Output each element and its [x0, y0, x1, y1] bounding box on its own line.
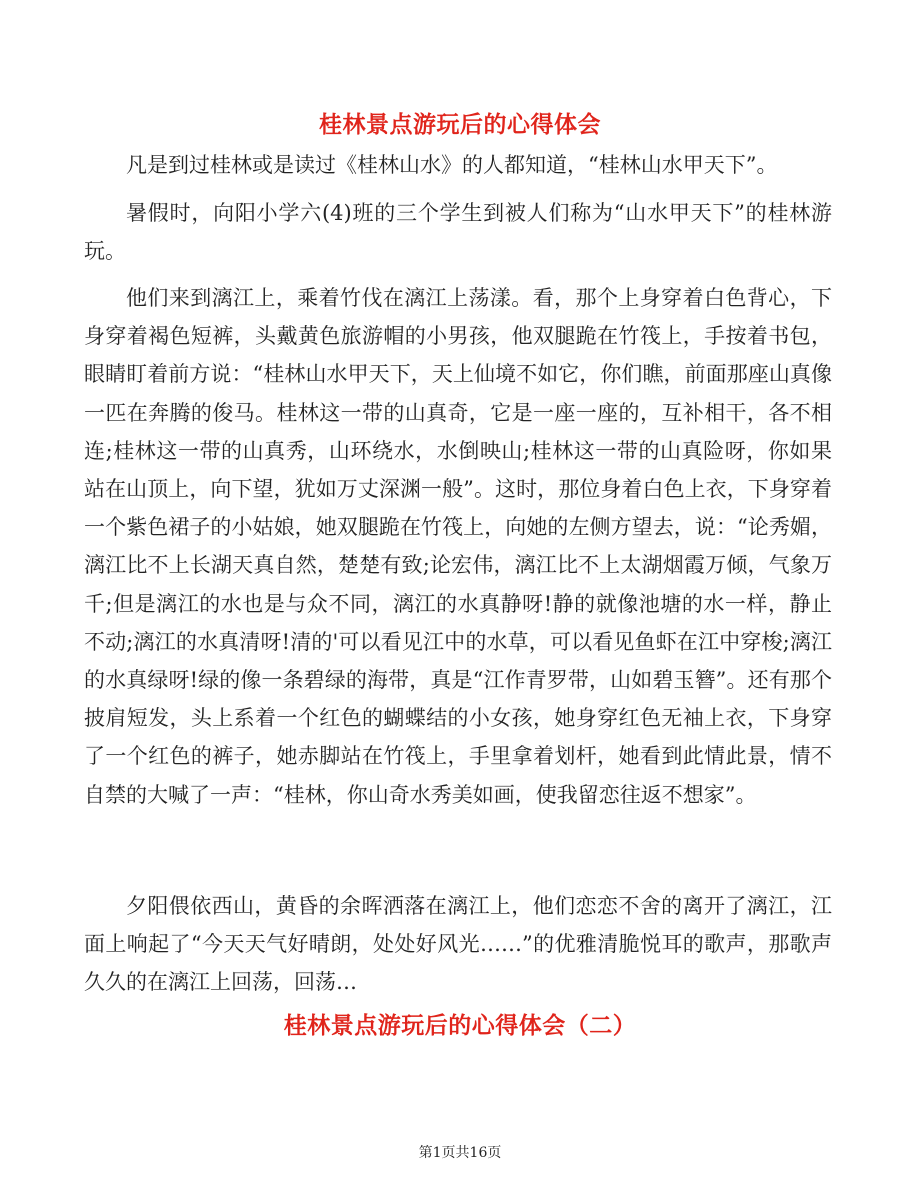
page-indicator: 第1页共16页 [418, 1145, 502, 1161]
paragraph-sunset: 夕阳偎依西山，黄昏的余晖洒落在漓江上，他们恋恋不舍的离开了漓江，江面上响起了“今天天气好晴朗，处处好风光……”的优雅清脆悦耳的歌声，那歌声久久的在漓江上回荡，回荡… [84, 894, 832, 995]
next-section-title: 桂林景点游玩后的心得体会（二） [283, 1012, 637, 1039]
paragraph-intro: 凡是到过桂林或是读过《桂林山水》的人都知道，“桂林山水甲天下”。 [126, 153, 778, 177]
paragraph-summer-trip: 暑假时，向阳小学六(4)班的三个学生到被人们称为“山水甲天下”的桂林游玩。 [84, 201, 832, 264]
paragraph-li-river: 他们来到漓江上，乘着竹伐在漓江上荡漾。看，那个上身穿着白色背心，下身穿着褐色短裤，头戴黄色旅游帽的小男孩，他双腿跪在竹筏上，手按着书包，眼睛盯着前方说：“桂林山水甲天下，天上仙境不如它，你们瞧，前面那座山真像一匹在奔腾的俊马。桂林这一带的山真奇，它是一座一座的，互补相干，各不相连;桂林这一带的山真秀，山环绕水，水倒映山;桂林这一带的山真险呀，你如果站在山顶上，向下望，犹如万丈深渊一般”。这时，那位身着白色上衣，下身穿着一个紫色裙子的小姑娘，她双腿跪在竹筏上，向她的左侧方望去，说：“论秀媚，漓江比不上长湖天真自然，楚楚有致;论宏伟，漓江比不上太湖烟霞万倾，气象万千;但是漓江的水也是与众不同，漓江的水真静呀!静的就像池塘的水一样，静止不动;漓江的水真清呀!清的'可以看见江中的水草，可以看见鱼虾在江中穿梭;漓江的水真绿呀!绿的像一条碧绿的海带，真是“江作青罗带，山如碧玉簪”。还有那个披肩短发，头上系着一个红色的蝴蝶结的小女孩，她身穿红色无袖上衣，下身穿了一个红色的裤子，她赤脚站在竹筏上，手里拿着划杆，她看到此情此景，情不自禁的大喊了一声：“桂林，你山奇水秀美如画，使我留恋往返不想家”。 [84, 286, 832, 807]
document-title: 桂林景点游玩后的心得体会 [319, 111, 601, 138]
